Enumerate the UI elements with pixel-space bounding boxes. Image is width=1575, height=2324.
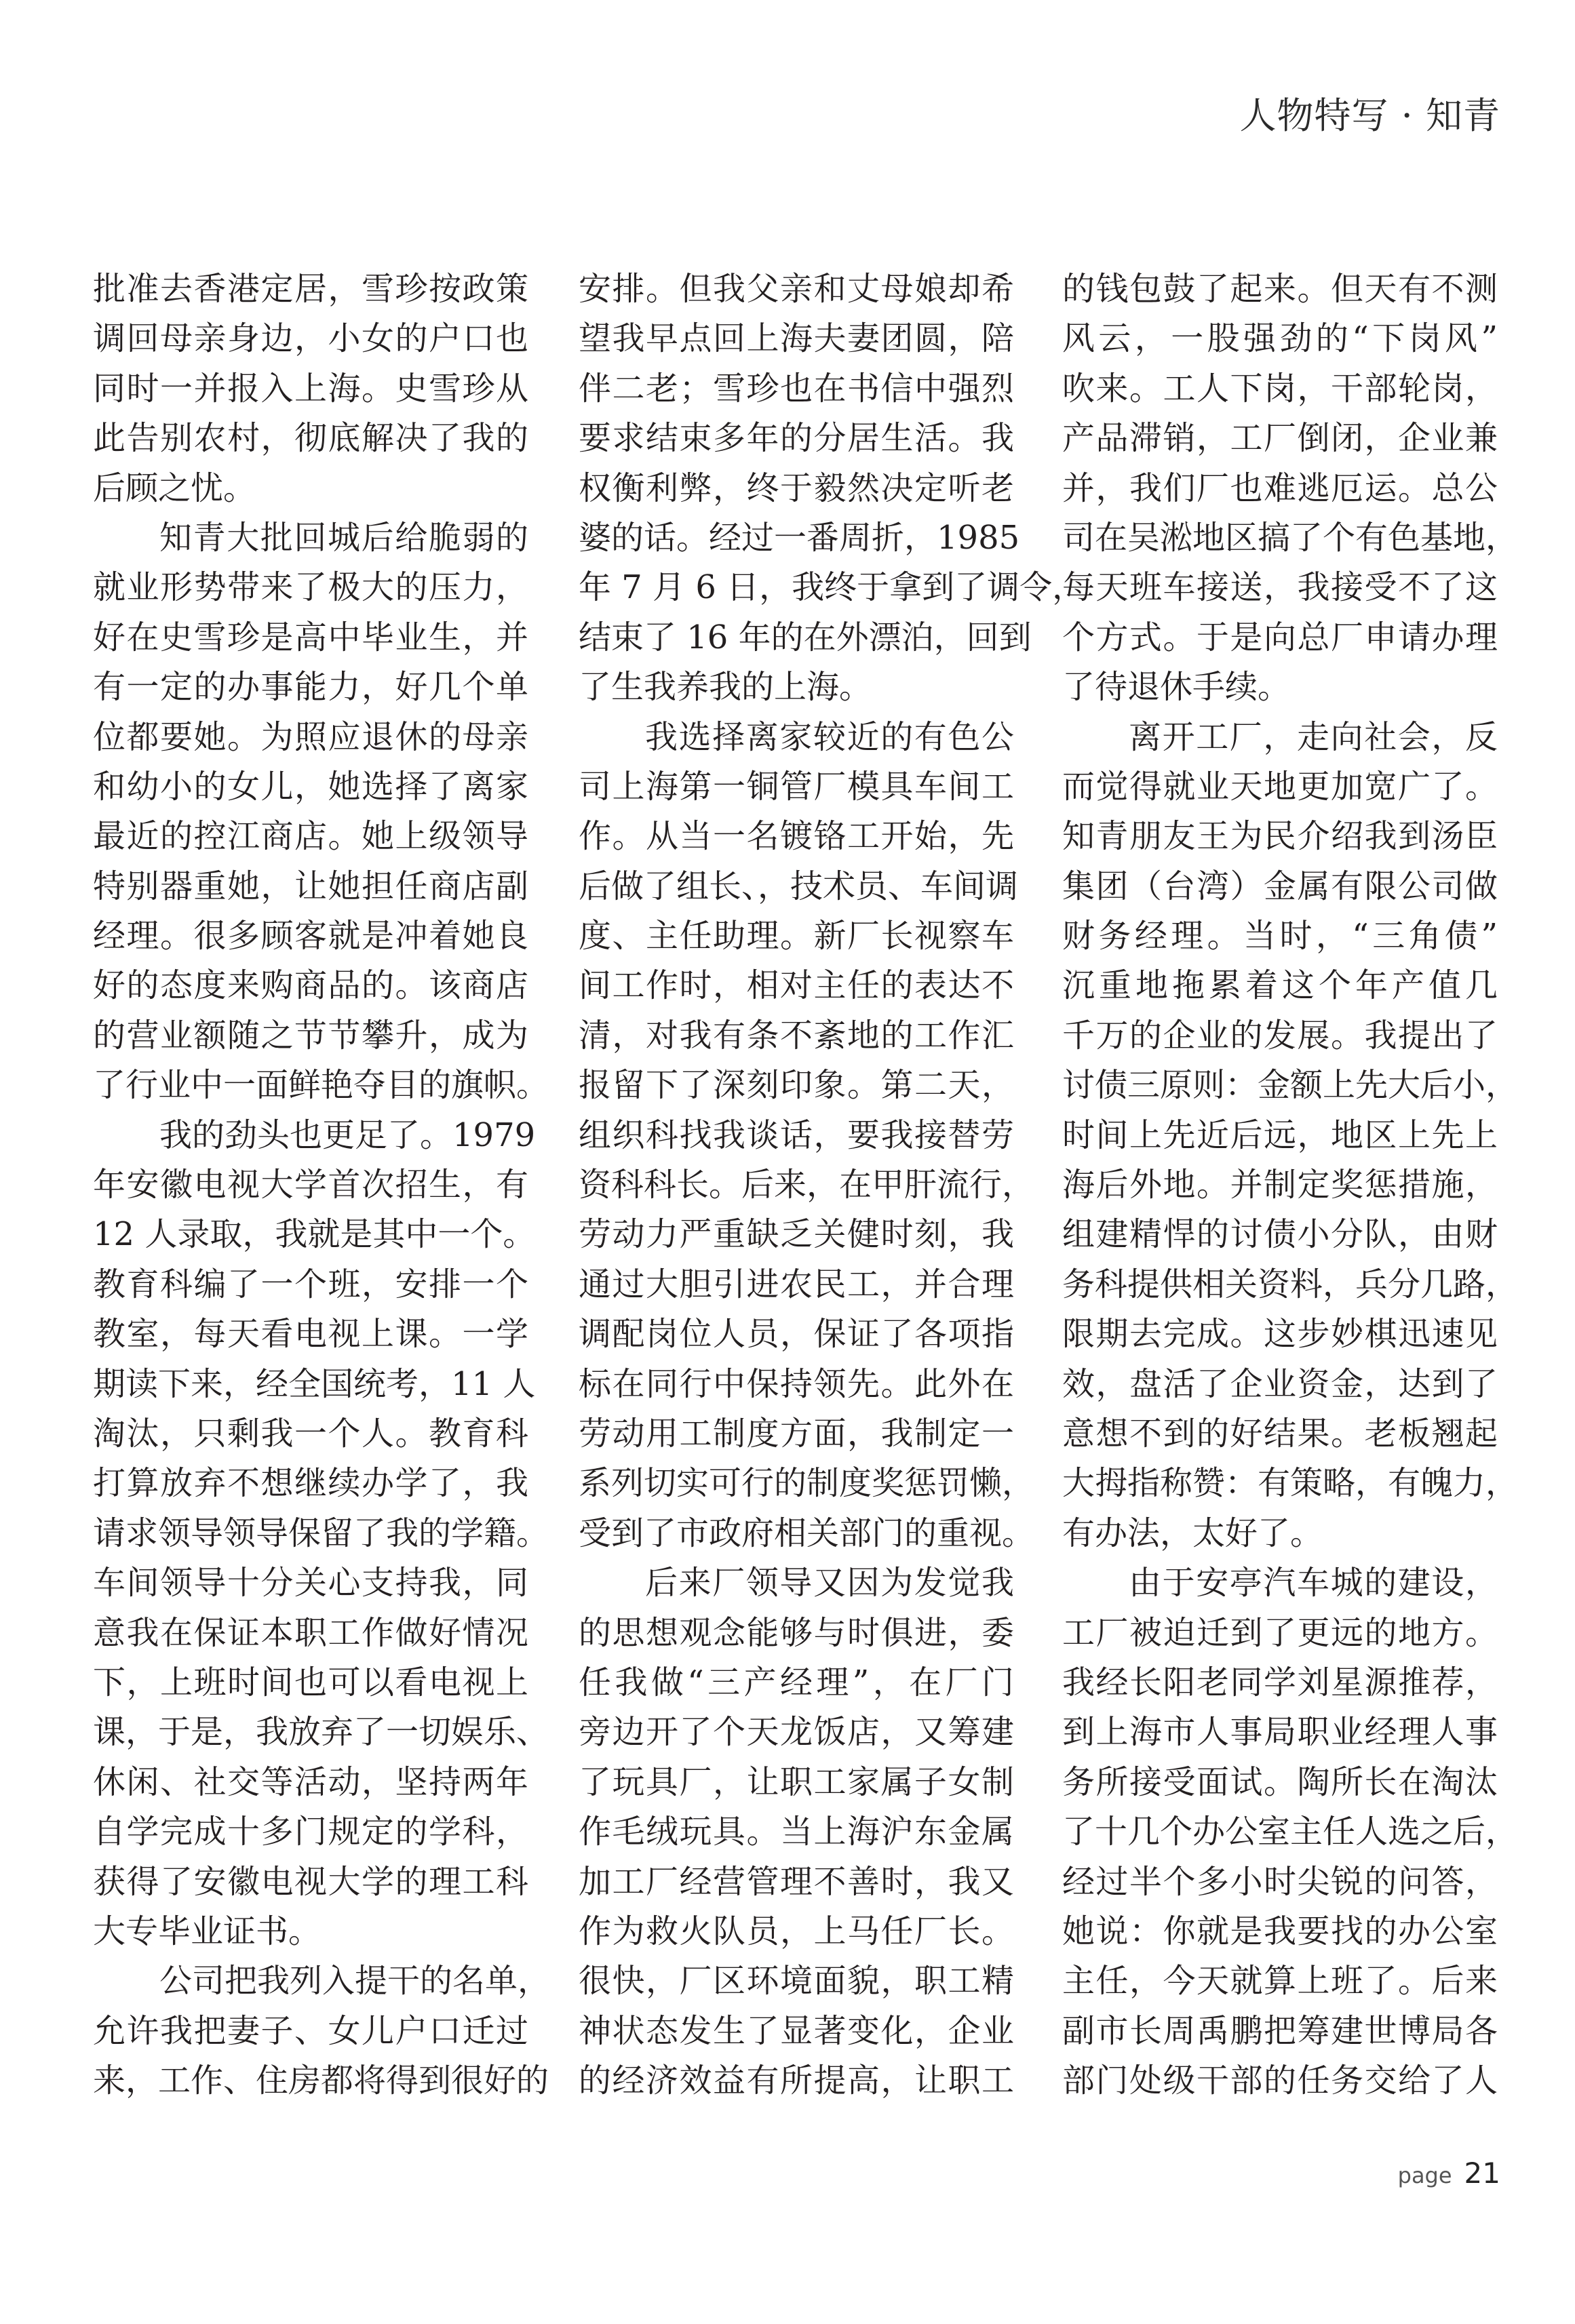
text-line: 劳动力严重缺乏关健时刻，我 bbox=[579, 1215, 1014, 1254]
text-line: 了行业中一面鲜艳夺目的旗帜。 bbox=[93, 1066, 549, 1105]
text-line: 了待退休手续。 bbox=[1062, 668, 1291, 707]
text-line: 意想不到的好结果。老板翘起 bbox=[1062, 1414, 1498, 1453]
text-line: 大专毕业证书。 bbox=[93, 1912, 322, 1950]
text-line: 并，我们厂也难逃厄运。总公 bbox=[1062, 469, 1498, 507]
text-line: 司上海第一铜管厂模具车间工 bbox=[579, 767, 1014, 806]
text-line: 千万的企业的发展。我提出了 bbox=[1062, 1016, 1498, 1055]
text-line: 主任，今天就算上班了。后来 bbox=[1062, 1962, 1498, 2001]
page-number: 21 bbox=[1464, 2156, 1500, 2190]
text-line: 务所接受面试。陶所长在淘汰 bbox=[1062, 1762, 1498, 1801]
text-line: 由于安亭汽车城的建设， bbox=[1129, 1564, 1498, 1602]
text-line: 了十几个办公室主任人选之后， bbox=[1062, 1813, 1519, 1851]
text-line: 作。从当一名镀铬工开始，先 bbox=[579, 817, 1014, 856]
text-line: 望我早点回上海夫妻团圆，陪 bbox=[579, 319, 1014, 358]
text-line: 很快，厂区环境面貌，职工精 bbox=[579, 1962, 1014, 2001]
text-line: 淘汰，只剩我一个人。教育科 bbox=[93, 1414, 528, 1453]
text-line: 年安徽电视大学首次招生，有 bbox=[93, 1166, 528, 1204]
text-line: 组织科找我谈话，要我接替劳 bbox=[579, 1116, 1014, 1154]
text-line: 到上海市人事局职业经理人事 bbox=[1062, 1713, 1498, 1752]
text-line: 知青大批回城后给脆弱的 bbox=[159, 518, 528, 557]
text-line: 每天班车接送，我接受不了这 bbox=[1062, 568, 1498, 607]
text-line: 有一定的办事能力，好几个单 bbox=[93, 668, 528, 707]
text-line: 和幼小的女儿，她选择了离家 bbox=[93, 767, 528, 806]
text-line: 受到了市政府相关部门的重视。 bbox=[579, 1514, 1035, 1552]
text-line: 离开工厂，走向社会，反 bbox=[1129, 717, 1498, 756]
text-line: 作为救火队员，上马任厂长。 bbox=[579, 1912, 1014, 1950]
text-line: 的钱包鼓了起来。但天有不测 bbox=[1062, 270, 1498, 308]
text-line: 来，工作、住房都将得到很好的 bbox=[93, 2062, 549, 2100]
text-line: 同时一并报入上海。史雪珍从 bbox=[93, 369, 528, 408]
text-line: 限期去完成。这步妙棋迅速见 bbox=[1062, 1315, 1498, 1354]
paragraph bbox=[93, 1956, 551, 2106]
text-line: 效，盘活了企业资金，达到了 bbox=[1062, 1364, 1498, 1403]
text-line: 有办法，太好了。 bbox=[1062, 1514, 1323, 1552]
text-line: 课，于是，我放弃了一切娱乐、 bbox=[93, 1713, 549, 1752]
text-line: 度、主任助理。新厂长视察车 bbox=[579, 917, 1014, 956]
text-line: 财务经理。当时，“三角债” bbox=[1062, 917, 1498, 956]
paragraph bbox=[1062, 264, 1519, 713]
text-line: 要求结束多年的分居生活。我 bbox=[579, 419, 1014, 458]
text-line: 就业形势带来了极大的压力， bbox=[93, 568, 528, 607]
text-line: 调配岗位人员，保证了各项指 bbox=[579, 1315, 1014, 1354]
text-line: 务科提供相关资料，兵分几路， bbox=[1062, 1265, 1519, 1303]
text-line: 时间上先近后远，地区上先上 bbox=[1062, 1116, 1498, 1154]
text-line: 吹来。工人下岗，干部轮岗， bbox=[1062, 369, 1498, 408]
text-line: 调回母亲身边，小女的户口也 bbox=[93, 319, 528, 358]
text-line: 资科科长。后来，在甲肝流行， bbox=[579, 1166, 1035, 1204]
text-line: 的经济效益有所提高，让职工 bbox=[579, 2062, 1014, 2100]
text-line: 通过大胆引进农民工，并合理 bbox=[579, 1265, 1014, 1303]
text-line: 加工厂经营管理不善时，我又 bbox=[579, 1862, 1014, 1901]
text-line: 工厂被迫迁到了更远的地方。 bbox=[1062, 1613, 1498, 1652]
text-line: 教室，每天看电视上课。一学 bbox=[93, 1315, 528, 1354]
paragraph bbox=[579, 264, 1085, 713]
text-line: 休闲、社交等活动，坚持两年 bbox=[93, 1762, 528, 1801]
text-line: 间工作时，相对主任的表达不 bbox=[579, 966, 1014, 1005]
text-line: 系列切实可行的制度奖惩罚懒， bbox=[579, 1464, 1035, 1503]
text-line: 沉重地拖累着这个年产值几 bbox=[1062, 966, 1498, 1005]
text-line: 允许我把妻子、女儿户口迁过 bbox=[93, 2011, 528, 2050]
text-line: 打算放弃不想继续办学了，我 bbox=[93, 1464, 528, 1503]
paragraph bbox=[93, 513, 549, 1111]
text-line: 年 7 月 6 日，我终于拿到了调令， bbox=[579, 568, 1085, 607]
text-line: 大拇指称赞：有策略，有魄力， bbox=[1062, 1464, 1519, 1503]
text-line: 后来厂领导又因为发觉我 bbox=[645, 1564, 1014, 1602]
text-line: 期读下来，经全国统考，11 人 bbox=[93, 1364, 536, 1403]
article-column-3 bbox=[1062, 264, 1519, 2106]
text-line: 安排。但我父亲和丈母娘却希 bbox=[579, 270, 1014, 308]
text-line: 了生我养我的上海。 bbox=[579, 668, 872, 707]
text-line: 位都要她。为照应退休的母亲 bbox=[93, 717, 528, 756]
text-line: 组建精悍的讨债小分队，由财 bbox=[1062, 1215, 1498, 1254]
paragraph bbox=[1062, 1558, 1519, 2106]
text-line: 个方式。于是向总厂申请办理 bbox=[1062, 618, 1498, 656]
text-line: 好在史雪珍是高中毕业生，并 bbox=[93, 618, 528, 656]
paragraph bbox=[579, 713, 1035, 1559]
text-line: 权衡利弊，终于毅然决定听老 bbox=[579, 469, 1014, 507]
text-line: 意我在保证本职工作做好情况 bbox=[93, 1613, 528, 1652]
text-line: 最近的控江商店。她上级领导 bbox=[93, 817, 528, 856]
text-line: 海后外地。并制定奖惩措施， bbox=[1062, 1166, 1498, 1204]
text-line: 报留下了深刻印象。第二天， bbox=[579, 1066, 1014, 1105]
text-line: 12 人录取，我就是其中一个。 bbox=[93, 1215, 536, 1254]
text-line: 标在同行中保持领先。此外在 bbox=[579, 1364, 1014, 1403]
text-line: 请求领导领导保留了我的学籍。 bbox=[93, 1514, 549, 1552]
text-line: 旁边开了个天龙饭店，又筹建 bbox=[579, 1713, 1014, 1752]
text-line: 部门处级干部的任务交给了人 bbox=[1062, 2062, 1498, 2100]
text-line: 神状态发生了显著变化，企业 bbox=[579, 2011, 1014, 2050]
text-line: 她说：你就是我要找的办公室 bbox=[1062, 1912, 1498, 1950]
text-line: 公司把我列入提干的名单， bbox=[159, 1962, 551, 2001]
text-line: 婆的话。经过一番周折，1985 bbox=[579, 518, 1020, 557]
paragraph bbox=[579, 1558, 1014, 2106]
paragraph bbox=[1062, 713, 1519, 1559]
article-column-1 bbox=[93, 264, 551, 2106]
text-line: 经过半个多小时尖锐的问答， bbox=[1062, 1862, 1498, 1901]
text-line: 我经长阳老同学刘星源推荐， bbox=[1062, 1663, 1498, 1701]
text-line: 风云，一股强劲的“下岗风” bbox=[1062, 319, 1498, 358]
text-line: 知青朋友王为民介绍我到汤臣 bbox=[1062, 817, 1498, 856]
text-line: 获得了安徽电视大学的理工科 bbox=[93, 1862, 528, 1901]
text-line: 结束了 16 年的在外漂泊，回到 bbox=[579, 618, 1032, 656]
text-line: 教育科编了一个班，安排一个 bbox=[93, 1265, 528, 1303]
text-line: 后顾之忧。 bbox=[93, 469, 256, 507]
text-line: 好的态度来购商品的。该商店 bbox=[93, 966, 528, 1005]
page-label: page bbox=[1397, 2163, 1452, 2188]
text-line: 此告别农村，彻底解决了我的 bbox=[93, 419, 528, 458]
text-line: 副市长周禹鹏把筹建世博局各 bbox=[1062, 2011, 1498, 2050]
text-line: 集团（台湾）金属有限公司做 bbox=[1062, 867, 1498, 905]
article-column-2 bbox=[579, 264, 1085, 2106]
page-footer bbox=[1398, 2156, 1500, 2190]
text-line: 司在吴淞地区搞了个有色基地， bbox=[1062, 518, 1519, 557]
section-header: 人物特写 · 知青 bbox=[1239, 94, 1500, 137]
text-line: 我选择离家较近的有色公 bbox=[645, 717, 1014, 756]
text-line: 车间领导十分关心支持我，同 bbox=[93, 1564, 528, 1602]
text-line: 我的劲头也更足了。1979 bbox=[159, 1116, 536, 1154]
text-line: 批准去香港定居，雪珍按政策 bbox=[93, 270, 528, 308]
text-line: 经理。很多顾客就是冲着她良 bbox=[93, 917, 528, 956]
text-line: 讨债三原则：金额上先大后小， bbox=[1062, 1066, 1519, 1105]
text-line: 任我做“三产经理”，在厂门 bbox=[579, 1663, 1014, 1701]
text-line: 了玩具厂，让职工家属子女制 bbox=[579, 1762, 1014, 1801]
text-line: 清，对我有条不紊地的工作汇 bbox=[579, 1016, 1014, 1055]
text-line: 特别器重她，让她担任商店副 bbox=[93, 867, 528, 905]
text-line: 伴二老；雪珍也在书信中强烈 bbox=[579, 369, 1014, 408]
text-line: 后做了组长、，技术员、车间调 bbox=[579, 867, 1019, 905]
text-line: 下，上班时间也可以看电视上 bbox=[93, 1663, 528, 1701]
text-line: 自学完成十多门规定的学科， bbox=[93, 1813, 528, 1851]
paragraph bbox=[93, 1111, 549, 1957]
text-line: 的思想观念能够与时俱进，委 bbox=[579, 1613, 1014, 1652]
text-line: 作毛绒玩具。当上海沪东金属 bbox=[579, 1813, 1014, 1851]
text-line: 产品滞销，工厂倒闭，企业兼 bbox=[1062, 419, 1498, 458]
paragraph bbox=[93, 264, 528, 513]
text-line: 劳动用工制度方面，我制定一 bbox=[579, 1414, 1014, 1453]
text-line: 而觉得就业天地更加宽广了。 bbox=[1062, 767, 1498, 806]
text-line: 的营业额随之节节攀升，成为 bbox=[93, 1016, 528, 1055]
